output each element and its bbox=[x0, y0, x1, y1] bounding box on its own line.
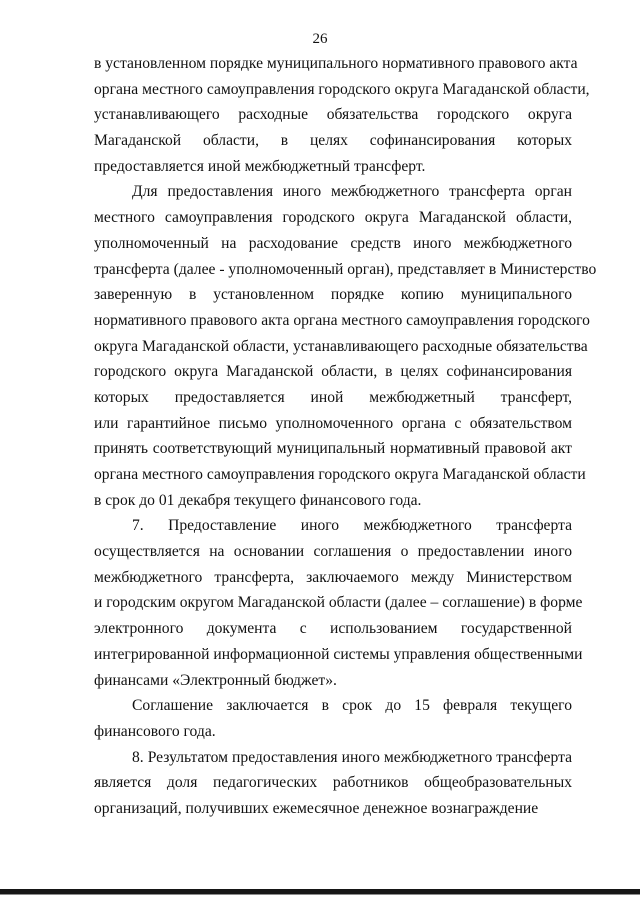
text-line: устанавливающего расходные обязательства городского округа bbox=[94, 106, 572, 124]
text-line: электронного документа с использованием государственной bbox=[94, 620, 572, 638]
paragraph bbox=[94, 51, 590, 179]
text-line: в установленном порядке муниципального нормативного правового акта bbox=[94, 55, 578, 72]
text-line: принять соответствующий муниципальный нормативный правовой акт bbox=[94, 440, 572, 458]
text-line: органа местного самоуправления городского округа Магаданской области, bbox=[94, 80, 590, 98]
text-line: предоставляется иной межбюджетный трансферт. bbox=[94, 157, 426, 175]
text-line: межбюджетного трансферта, заключаемого между Министерством bbox=[94, 568, 572, 586]
text-line: 8. Результатом предоставления иного межбюджетного трансферта bbox=[132, 748, 572, 766]
paragraph bbox=[94, 693, 572, 744]
text-line: нормативного правового акта органа местного самоуправления городского bbox=[94, 311, 590, 329]
paragraph bbox=[94, 179, 597, 513]
text-line: Соглашение заключается в срок до 15 февраля текущего bbox=[132, 697, 572, 715]
text-line: округа Магаданской области, устанавливающего расходные обязательства bbox=[94, 337, 588, 355]
text-line: осуществляется на основании соглашения о предоставлении иного bbox=[94, 543, 572, 561]
text-line: заверенную в установленном порядке копию муниципального bbox=[94, 286, 572, 304]
text-line: финансового года. bbox=[94, 722, 216, 740]
text-line: финансами «Электронный бюджет». bbox=[94, 671, 337, 689]
text-line: организаций, получивших ежемесячное денежное вознаграждение bbox=[94, 799, 539, 817]
text-line: в срок до 01 декабря текущего финансового года. bbox=[94, 491, 422, 509]
text-line: и городским округом Магаданской области (далее – соглашение) в форме bbox=[94, 594, 583, 612]
text-line: является доля педагогических работников общеобразовательных bbox=[94, 774, 572, 792]
text-line: городского округа Магаданской области, в целях софинансирования bbox=[94, 363, 572, 381]
text-line: или гарантийное письмо уполномоченного органа с обязательством bbox=[94, 414, 572, 432]
text-line: интегрированной информационной системы управления общественными bbox=[94, 645, 583, 663]
paragraph bbox=[94, 513, 583, 693]
text-line: Для предоставления иного межбюджетного трансферта орган bbox=[132, 183, 572, 201]
paragraph bbox=[94, 745, 572, 822]
scan-edge-shadow bbox=[0, 894, 640, 895]
text-line: органа местного самоуправления городского округа Магаданской области bbox=[94, 466, 586, 483]
text-line: которых предоставляется иной межбюджетный трансферт, bbox=[94, 388, 572, 406]
text-line: Магаданской области, в целях софинансирования которых bbox=[94, 132, 572, 150]
text-line: трансферта (далее - уполномоченный орган), представляет в Министерство bbox=[94, 260, 597, 278]
document-body bbox=[94, 51, 597, 822]
text-line: местного самоуправления городского округа Магаданской области, bbox=[94, 209, 572, 227]
text-line: 7. Предоставление иного межбюджетного трансферта bbox=[132, 517, 572, 535]
text-line: уполномоченный на расходование средств иного межбюджетного bbox=[94, 234, 572, 252]
page-number: 26 bbox=[312, 31, 328, 47]
